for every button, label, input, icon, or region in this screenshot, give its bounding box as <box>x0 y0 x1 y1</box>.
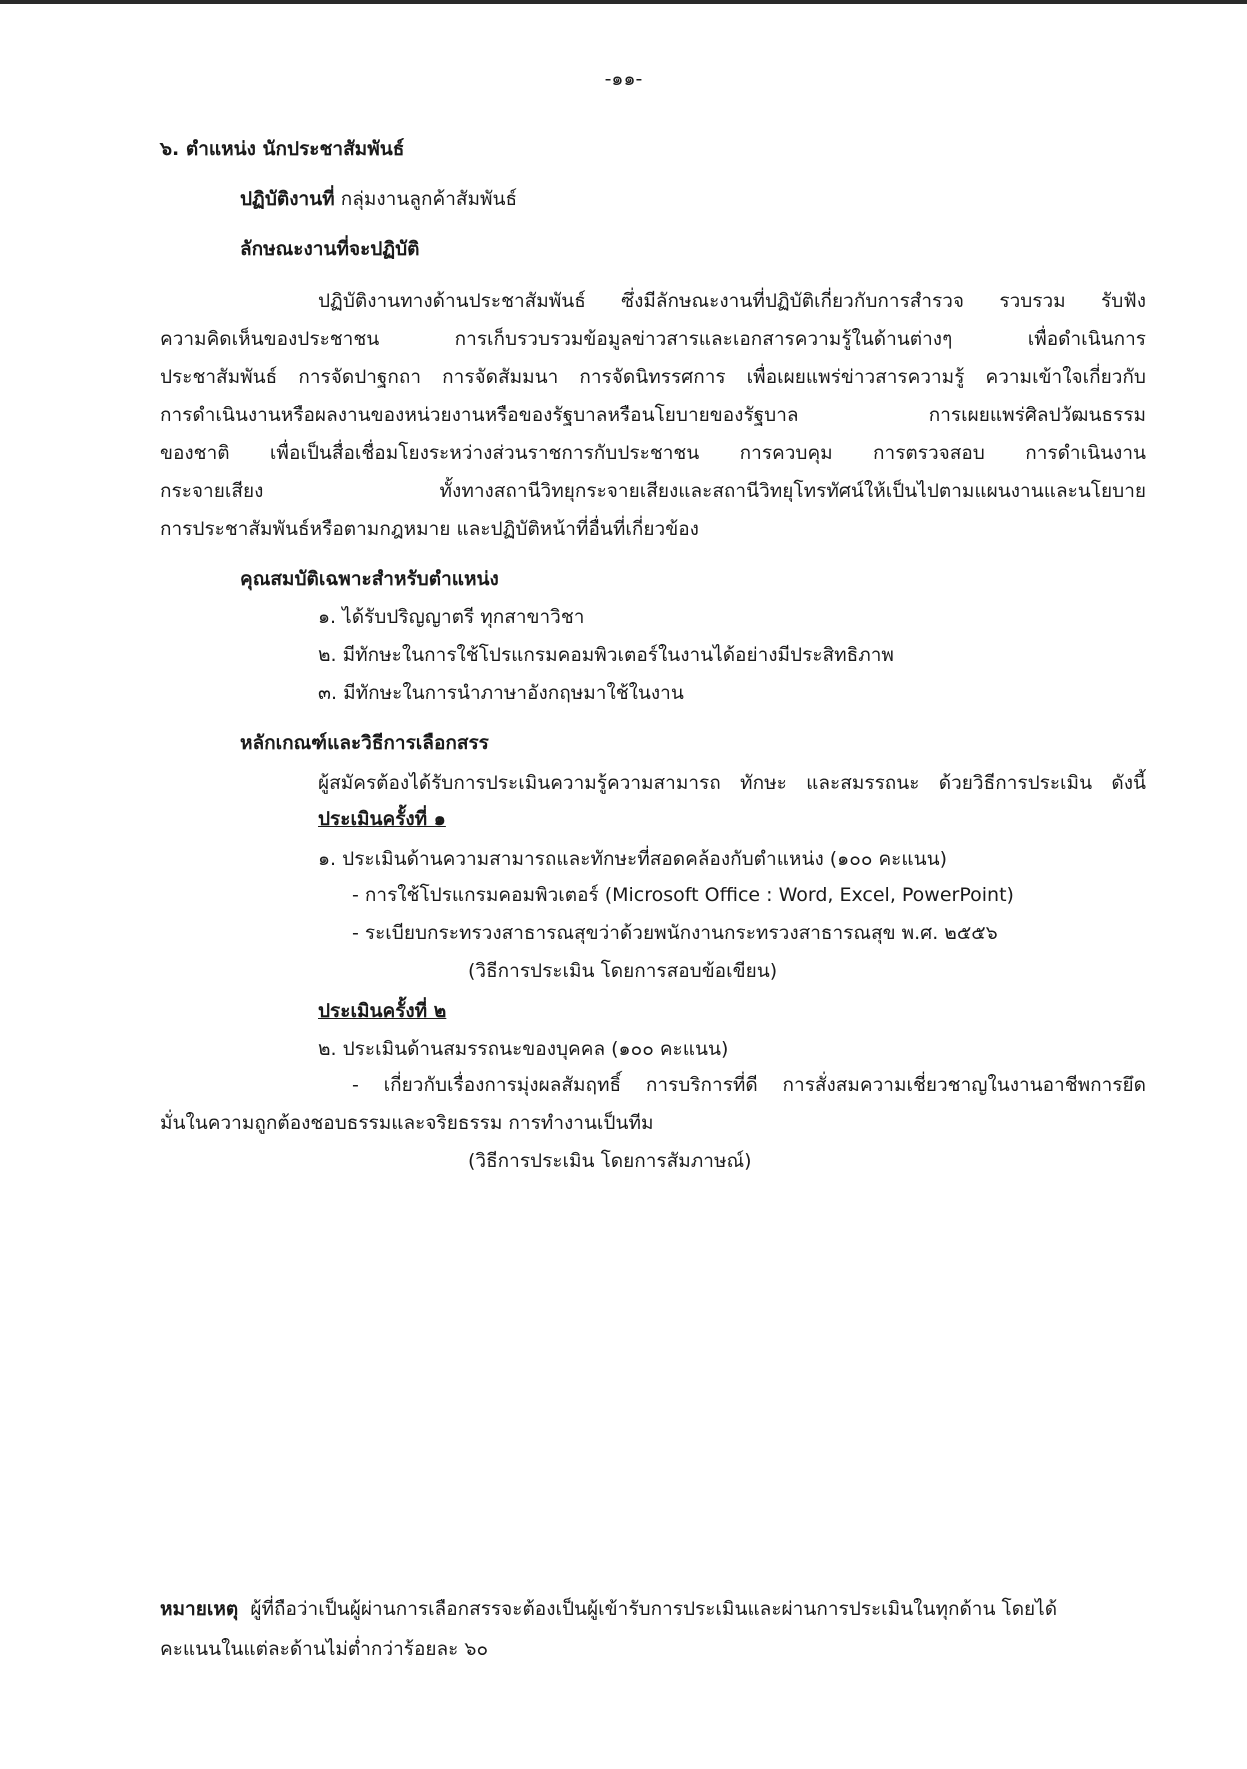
round2-sub-item: - เกี่ยวกับเรื่องการมุ่งผลสัมฤทธิ์ การบริการที่ดี การสั่งสมความเชี่ยวชาญในงานอาชีพการยึด <box>352 1074 1146 1096</box>
selection-heading: หลักเกณฑ์และวิธีการเลือกสรร <box>240 732 489 754</box>
scan-edge <box>0 0 1247 4</box>
job-description-line: การประชาสัมพันธ์หรือตามกฎหมาย และปฏิบัติหน้าที่อื่นที่เกี่ยวข้อง <box>160 518 699 540</box>
round1-title: ประเมินครั้งที่ ๑ <box>318 808 446 830</box>
workplace-line <box>240 186 517 212</box>
position-heading: ๖. ตำแหน่ง นักประชาสัมพันธ์ <box>160 138 405 160</box>
remark-line-2: คะแนนในแต่ละด้านไม่ต่ำกว่าร้อยละ ๖๐ <box>160 1638 489 1660</box>
remark-line <box>160 1596 1146 1622</box>
job-description-line: ความคิดเห็นของประชาชน การเก็บรวบรวมข้อมูลข่าวสารและเอกสารความรู้ในด้านต่างๆ เพื่อดำเนินการ <box>160 328 1146 350</box>
remark-text: ผู้ที่ถือว่าเป็นผู้ผ่านการเลือกสรรจะต้องเป็นผู้เข้ารับการประเมินและผ่านการประเมินในทุกด้าน โดยได้ <box>250 1598 1058 1620</box>
qualification-item: ๓. มีทักษะในการนำภาษาอังกฤษมาใช้ในงาน <box>318 682 684 704</box>
remark-label: หมายเหตุ <box>160 1598 239 1620</box>
qualification-item: ๑. ได้รับปริญญาตรี ทุกสาขาวิชา <box>318 606 585 628</box>
page-number: -๑๑- <box>604 68 643 90</box>
round2-title: ประเมินครั้งที่ ๒ <box>318 1000 447 1022</box>
round2-sub-item-continuation: มั่นในความถูกต้องชอบธรรมและจริยธรรม การทำงานเป็นทีม <box>160 1112 654 1134</box>
round1-item: ๑. ประเมินด้านความสามารถและทักษะที่สอดคล้องกับตำแหน่ง (๑๐๐ คะแนน) <box>318 848 948 870</box>
round1-method: (วิธีการประเมิน โดยการสอบข้อเขียน) <box>468 960 778 982</box>
workplace-value: กลุ่มงานลูกค้าสัมพันธ์ <box>340 188 518 210</box>
qualifications-heading: คุณสมบัติเฉพาะสำหรับตำแหน่ง <box>240 568 499 590</box>
qualification-item: ๒. มีทักษะในการใช้โปรแกรมคอมพิวเตอร์ในงานได้อย่างมีประสิทธิภาพ <box>318 644 894 666</box>
job-description-line: กระจายเสียง ทั้งทางสถานีวิทยุกระจายเสียงและสถานีวิทยุโทรทัศน์ให้เป็นไปตามแผนงานและนโยบาย <box>160 480 1146 502</box>
job-description-heading: ลักษณะงานที่จะปฏิบัติ <box>240 238 420 260</box>
round1-sub-item: - ระเบียบกระทรวงสาธารณสุขว่าด้วยพนักงานกระทรวงสาธารณสุข พ.ศ. ๒๕๕๖ <box>352 922 998 944</box>
round1-sub-item: - การใช้โปรแกรมคอมพิวเตอร์ (Microsoft Office : Word, Excel, PowerPoint) <box>352 884 1014 906</box>
job-description-line: การดำเนินงานหรือผลงานของหน่วยงานหรือของรัฐบาลหรือนโยบายของรัฐบาล การเผยแพร่ศิลปวัฒนธรรม <box>160 404 1146 426</box>
selection-intro: ผู้สมัครต้องได้รับการประเมินความรู้ความสามารถ ทักษะ และสมรรถนะ ด้วยวิธีการประเมิน ดังนี้ <box>318 772 1146 794</box>
round2-item: ๒. ประเมินด้านสมรรถนะของบุคคล (๑๐๐ คะแนน) <box>318 1038 729 1060</box>
round2-method: (วิธีการประเมิน โดยการสัมภาษณ์) <box>468 1150 752 1172</box>
job-description-line: ของชาติ เพื่อเป็นสื่อเชื่อมโยงระหว่างส่วนราชการกับประชาชน การควบคุม การตรวจสอบ การดำเนินงาน <box>160 442 1146 464</box>
job-description-line: ประชาสัมพันธ์ การจัดปาฐกถา การจัดสัมมนา การจัดนิทรรศการ เพื่อเผยแพร่ข่าวสารความรู้ ความเข้าใจเกี่ยวกับ <box>160 366 1146 388</box>
job-description-line: ปฏิบัติงานทางด้านประชาสัมพันธ์ ซึ่งมีลักษณะงานที่ปฏิบัติเกี่ยวกับการสำรวจ รวบรวม รับฟัง <box>318 290 1146 312</box>
workplace-label: ปฏิบัติงานที่ <box>240 188 335 210</box>
